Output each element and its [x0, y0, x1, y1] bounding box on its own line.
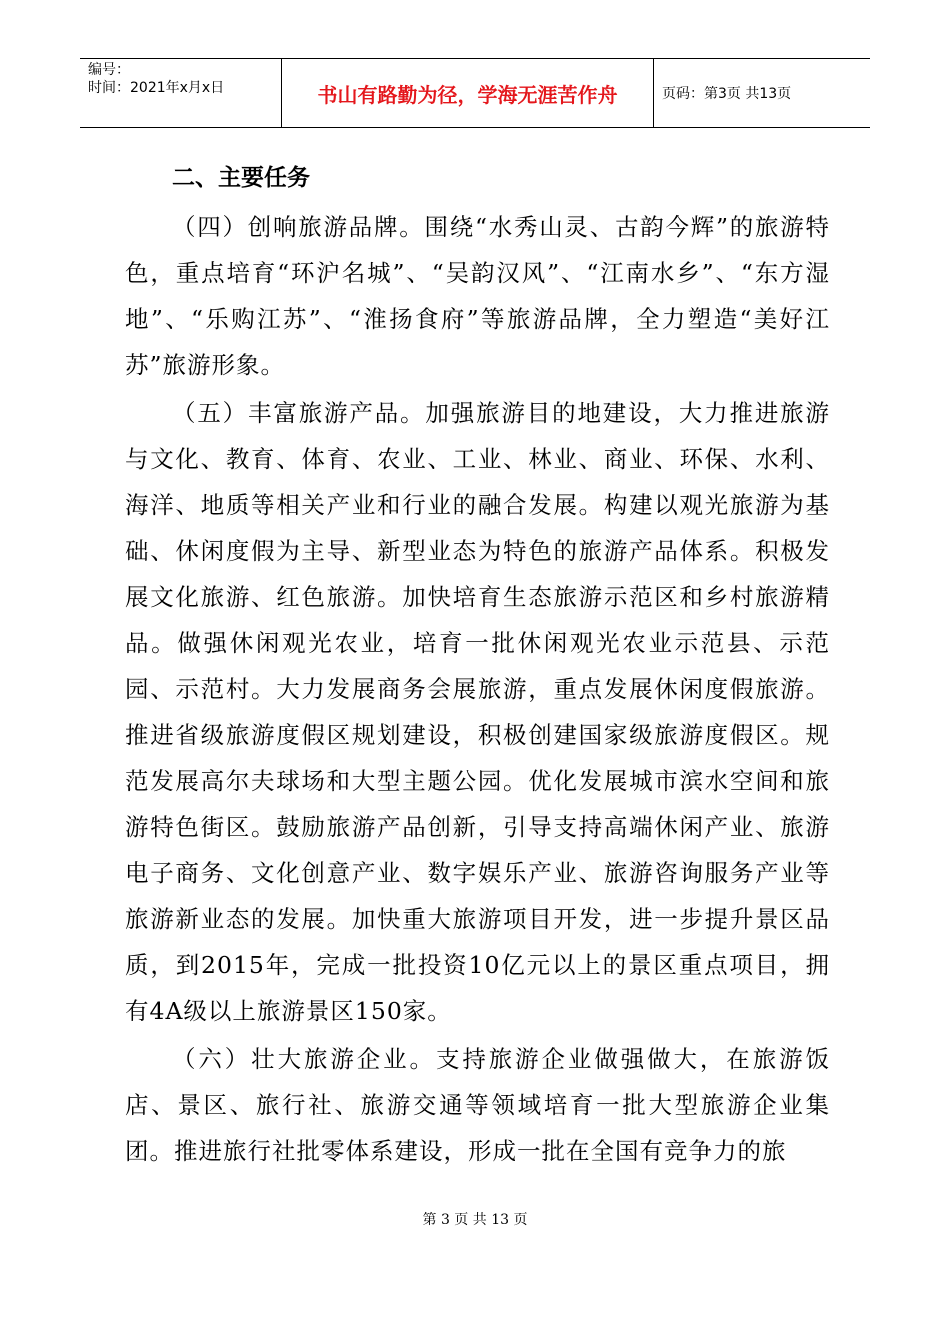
document-date: 时间：2021年x月x日: [88, 80, 225, 96]
page-footer: 第 3 页 共 13 页: [422, 1212, 528, 1228]
paragraph-enterprises: （六）壮大旅游企业。支持旅游企业做强做大，在旅游饭店、景区、旅行社、旅游交通等领域培育一批大型旅游企业集团。推进旅行社批零体系建设，形成一批在全国有竞争力的旅: [125, 1045, 830, 1165]
document-number-label: 编号：: [88, 62, 130, 78]
paragraph-brand: （四）创响旅游品牌。围绕“水秀山灵、古韵今辉”的旅游特色，重点培育“环沪名城”、“吴韵汉风”、“江南水乡”、“东方湿地”、“乐购江苏”、“淮扬食府”等旅游品牌，全力塑造“美好江苏”旅游形象。: [125, 213, 830, 379]
header-motto: 书山有路勤为径，学海无涯苦作舟: [282, 59, 654, 127]
header-meta: [80, 59, 282, 127]
paragraph-products: （五）丰富旅游产品。加强旅游目的地建设，大力推进旅游与文化、教育、体育、农业、工业、林业、商业、环保、水利、海洋、地质等相关产业和行业的融合发展。构建以观光旅游为基础、休闲度假为主导、新型业态为特色的旅游产品体系。积极发展文化旅游、红色旅游。加快培育生态旅游示范区和乡村旅游精品。做强休闲观光农业，培育一批休闲观光农业示范县、示范园、示范村。大力发展商务会展旅游，重点发展休闲度假旅游。推进省级旅游度假区规划建设，积极创建国家级旅游度假区。规范发展高尔夫球场和大型主题公园。优化发展城市滨水空间和旅游特色街区。鼓励旅游产品创新，引导支持高端休闲产业、旅游电子商务、文化创意产业、数字娱乐产业、旅游咨询服务产业等旅游新业态的发展。加快重大旅游项目开发，进一步提升景区品质，到2015年，完成一批投资10亿元以上的景区重点项目，拥有4A级以上旅游景区150家。: [125, 399, 830, 1025]
header-page-number: 页码：第3页 共13页: [662, 86, 792, 102]
section-heading: 二、主要任务: [172, 165, 310, 191]
document-body: [125, 154, 830, 1176]
page-header: [80, 58, 870, 128]
